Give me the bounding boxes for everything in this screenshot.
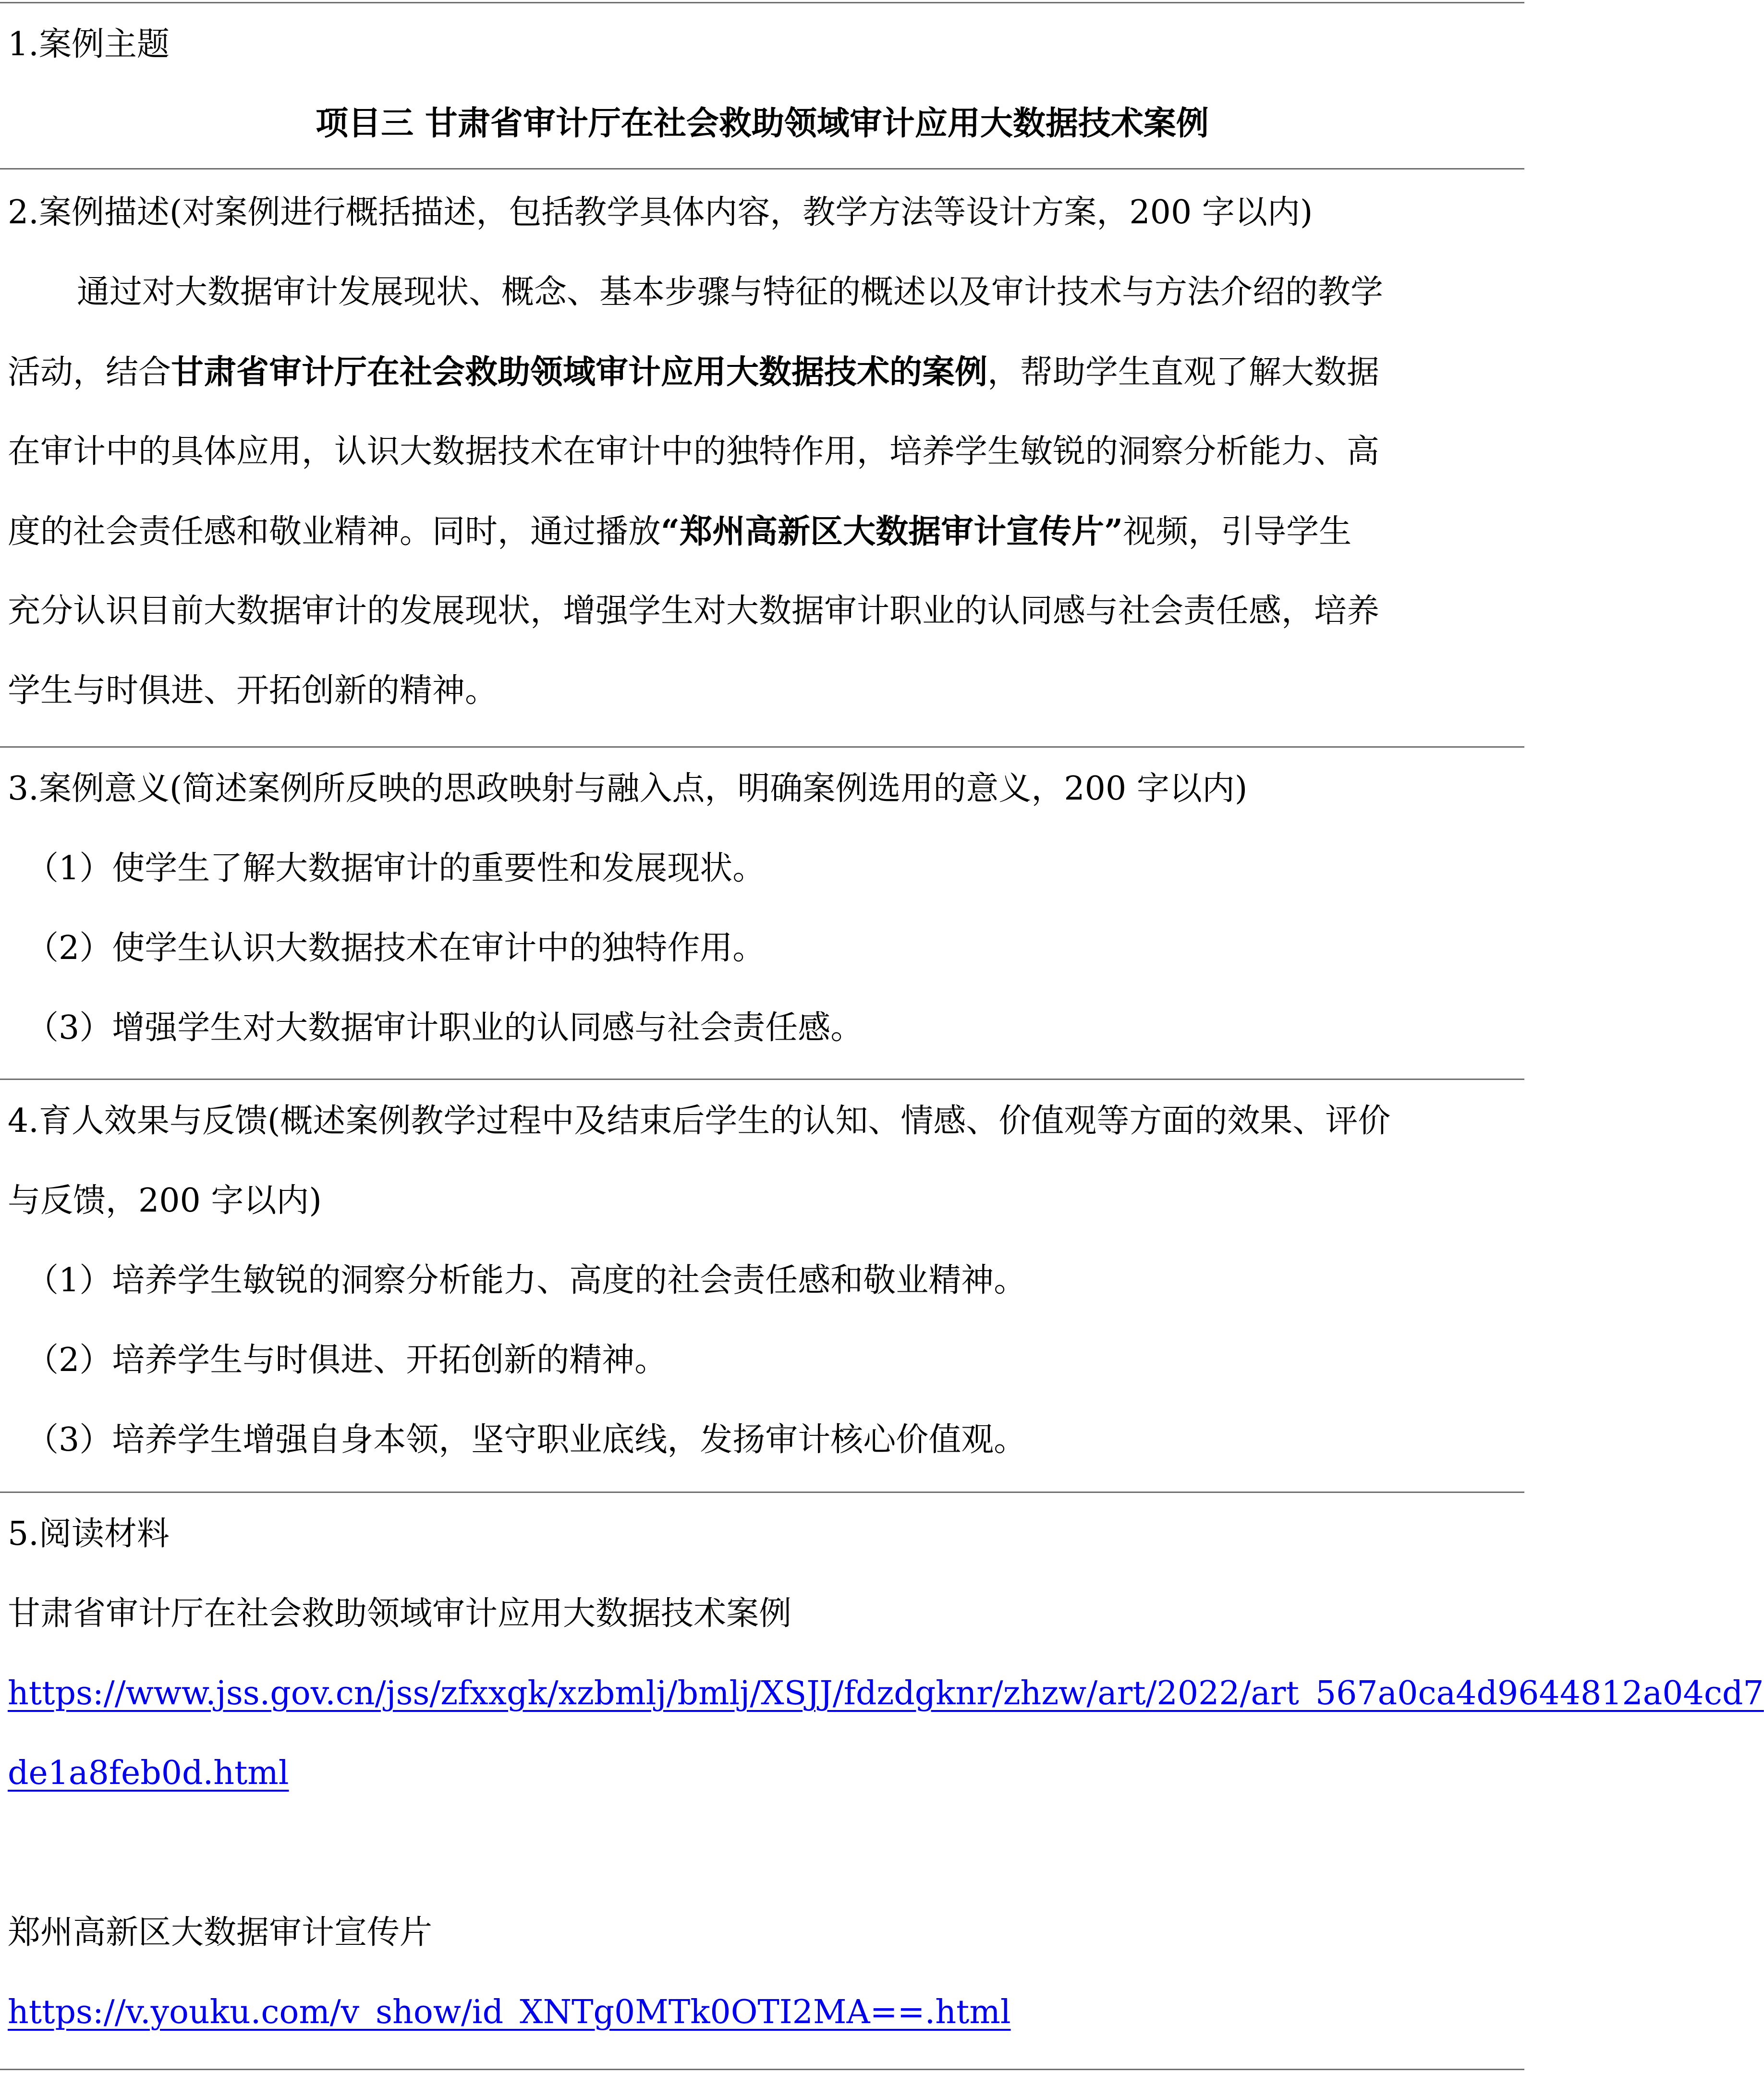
- list-item: （3）增强学生对大数据审计职业的认同感与社会责任感。: [26, 1009, 864, 1047]
- section2-paragraph-line: 度的社会责任感和敬业精神。同时，通过播放“郑州高新区大数据审计宣传片”视频，引导学生: [8, 512, 1352, 551]
- section4-heading-cont: 与反馈，200 字以内): [8, 1182, 322, 1220]
- table-border-top: [0, 2, 1524, 3]
- list-item: （2）培养学生与时俱进、开拓创新的精神。: [26, 1341, 668, 1379]
- list-item: （1）培养学生敏锐的洞察分析能力、高度的社会责任感和敬业精神。: [26, 1261, 1027, 1299]
- list-item: （2）使学生认识大数据技术在审计中的独特作用。: [26, 929, 766, 967]
- section2-heading: 2.案例描述(对案例进行概括描述，包括教学具体内容，教学方法等设计方案，200 字以内): [8, 194, 1313, 231]
- section-divider: [0, 1492, 1524, 1493]
- material1-link-line[interactable]: [8, 1752, 1521, 1795]
- section2-paragraph-line: 通过对大数据审计发展现状、概念、基本步骤与特征的概述以及审计技术与方法介绍的教学: [77, 273, 1384, 311]
- section-divider: [0, 1079, 1524, 1080]
- section2-paragraph-line: 在审计中的具体应用，认识大数据技术在审计中的独特作用，培养学生敏锐的洞察分析能力、高: [8, 433, 1380, 471]
- section2-paragraph-line: 学生与时俱进、开拓创新的精神。: [8, 672, 498, 710]
- list-item: （1）使学生了解大数据审计的重要性和发展现状。: [26, 849, 766, 887]
- material1-link-cont[interactable]: de1a8feb0d.html: [8, 1754, 289, 1792]
- bold-video-name: “郑州高新区大数据审计宣传片”: [661, 512, 1123, 551]
- section-divider: [0, 168, 1524, 170]
- section-divider: [0, 746, 1524, 748]
- section2-paragraph-line: 活动，结合甘肃省审计厅在社会救助领域审计应用大数据技术的案例，帮助学生直观了解大数据: [8, 353, 1380, 391]
- material2-link-line[interactable]: [8, 1991, 1521, 2034]
- material1-title: 甘肃省审计厅在社会救助领域审计应用大数据技术案例: [8, 1595, 792, 1633]
- section5-heading: 5.阅读材料: [8, 1515, 170, 1553]
- list-item: （3）培养学生增强自身本领，坚守职业底线，发扬审计核心价值观。: [26, 1421, 1027, 1459]
- section2-paragraph-line: 充分认识目前大数据审计的发展现状，增强学生对大数据审计职业的认同感与社会责任感，培养: [8, 592, 1380, 630]
- material2-title: 郑州高新区大数据审计宣传片: [8, 1914, 433, 1952]
- section3-heading: 3.案例意义(简述案例所反映的思政映射与融入点，明确案例选用的意义，200 字以内): [8, 770, 1248, 808]
- section1-heading: 1.案例主题: [8, 25, 170, 63]
- bold-case-name: 甘肃省审计厅在社会救助领域审计应用大数据技术的案例: [171, 353, 988, 391]
- material2-link[interactable]: https://v.youku.com/v_show/id_XNTg0MTk0OTI2MA==.html: [8, 1993, 1011, 2031]
- case-title: 项目三 甘肃省审计厅在社会救助领域审计应用大数据技术案例: [316, 104, 1209, 143]
- table-border-bottom: [0, 2069, 1524, 2070]
- material1-link[interactable]: https://www.jss.gov.cn/jss/zfxxgk/xzbmlj/bmlj/XSJJ/fdzdgknr/zhzw/art/2022/art_567a0ca4d9644812a04cd7: [8, 1674, 1764, 1712]
- material1-link-line[interactable]: [8, 1672, 1764, 1715]
- section4-heading: 4.育人效果与反馈(概述案例教学过程中及结束后学生的认知、情感、价值观等方面的效果、评价: [8, 1102, 1391, 1140]
